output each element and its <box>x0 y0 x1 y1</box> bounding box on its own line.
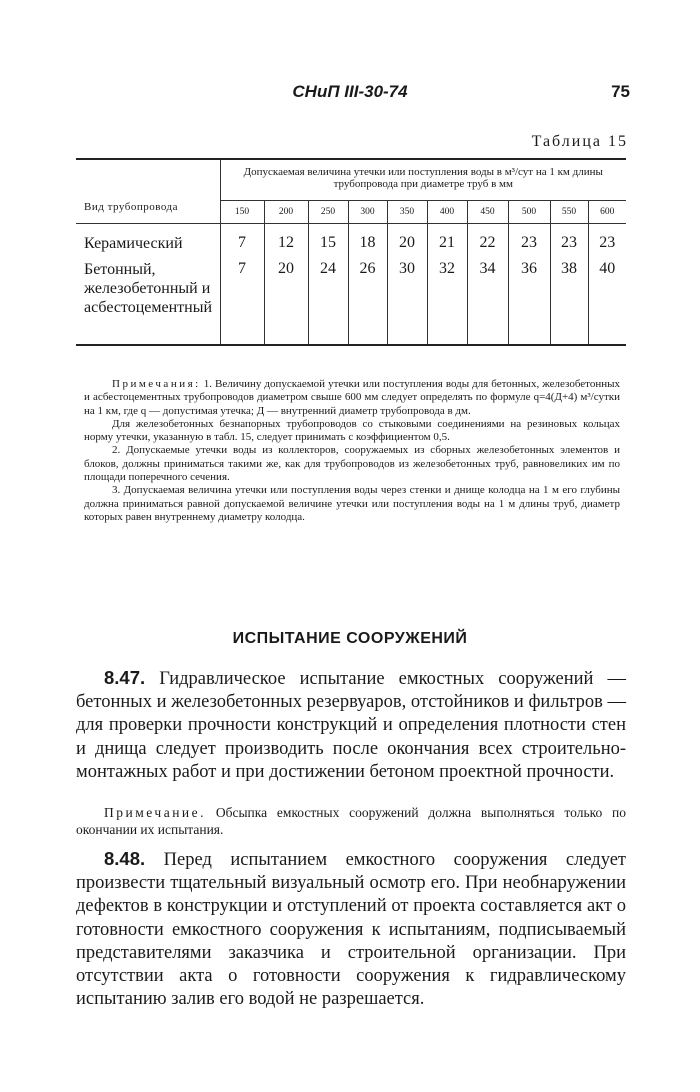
column-super-header: Допускаемая величина утечки или поступления воды в м³/сут на 1 км длины трубопровода при диаметре труб в мм <box>220 160 626 201</box>
notes-label: Примечания: <box>112 378 201 390</box>
diameter-header: 250 <box>308 201 348 224</box>
value-cell: 21 <box>427 224 467 259</box>
running-title: СНиП III-30-74 <box>292 82 408 101</box>
diameter-header: 550 <box>550 201 588 224</box>
value-cell: 18 <box>348 224 387 259</box>
paragraph-8-48 <box>76 847 626 1011</box>
note-1b: Для железобетонных безнапорных трубопроводов со стыковыми соединениями на резиновых кольцах норму утечки, указанную в табл. 15, следует принимать с коэффициентом 0,5. <box>84 417 620 444</box>
value-cell: 38 <box>550 258 588 344</box>
paragraph-text: Перед испытанием емкостного сооружения следует произвести тщательный визуальный осмотр его. При необнаружении дефектов в конструкции и отступлений от проекта составляется акт о готовности емкостного сооружения к испытаниям, подписываемый представителями заказчика и строительной организации. При отсутствии акта о готовности сооружения к гидравлическому испытанию залив его водой не разрешается. <box>76 850 627 1010</box>
table-caption: Таблица 15 <box>531 133 628 150</box>
diameter-header: 600 <box>588 201 626 224</box>
diameter-header: 350 <box>387 201 427 224</box>
page-number: 75 <box>611 82 630 101</box>
value-cell: 24 <box>308 258 348 344</box>
paragraph-note <box>76 804 626 838</box>
note-1-text: 1. Величину допускаемой утечки или поступления воды для бетонных, железобетонных и асбестоцементных трубопроводов диаметром свыше 600 мм следует определять по формуле q=4(Д+4) м³/сутки на 1 км, где q — допустимая утечка; Д — внутренний диаметр трубопровода в дм. <box>84 378 620 417</box>
value-cell: 20 <box>264 258 308 344</box>
value-cell: 40 <box>588 258 626 344</box>
note-text: Обсыпка емкостных сооружений должна выполняться только по окончании их испытания. <box>76 805 627 837</box>
note-3: 3. Допускаемая величина утечки или поступления воды через стенки и днище колодца на 1 м его глубины должна приниматься равной допускаемой величине утечки или поступления воды на 1 м длины труб, диаметр которых равен внутреннему диаметру колодца. <box>84 484 620 523</box>
paragraph-8-47 <box>76 666 626 784</box>
value-cell: 23 <box>588 224 626 259</box>
note-1 <box>84 378 620 418</box>
value-cell: 23 <box>508 224 550 259</box>
paragraph-number: 8.47. <box>104 667 146 688</box>
table-notes <box>84 378 620 524</box>
paragraph-number: 8.48. <box>104 848 146 869</box>
value-cell: 30 <box>387 258 427 344</box>
diameter-header: 450 <box>467 201 508 224</box>
value-cell: 22 <box>467 224 508 259</box>
value-cell: 34 <box>467 258 508 344</box>
value-cell: 7 <box>220 258 264 344</box>
value-cell: 12 <box>264 224 308 259</box>
diameter-header: 200 <box>264 201 308 224</box>
pipe-type-cell: Керамический <box>76 224 220 259</box>
section-title: ИСПЫТАНИЕ СООРУЖЕНИЙ <box>232 630 468 647</box>
pipe-type-cell: Бетонный, железобетонный и асбестоцементный <box>76 258 220 344</box>
leakage-table <box>76 158 626 346</box>
value-cell: 23 <box>550 224 588 259</box>
running-header <box>70 82 630 106</box>
value-cell: 26 <box>348 258 387 344</box>
column-header-pipe-type: Вид трубопровода <box>76 160 220 224</box>
diameter-header: 500 <box>508 201 550 224</box>
value-cell: 15 <box>308 224 348 259</box>
value-cell: 7 <box>220 224 264 259</box>
table-row <box>76 258 626 344</box>
diameter-header: 300 <box>348 201 387 224</box>
value-cell: 36 <box>508 258 550 344</box>
leakage-table-grid <box>76 160 626 344</box>
paragraph-text: Гидравлическое испытание емкостных сооружений — бетонных и железобетонных резервуаров, отстойников и фильтров — для проверки прочности конструкций и определения плотности стен и днища следует производить после окончания всех строительно-монтажных работ и при достижении бетоном проектной прочности. <box>76 669 627 782</box>
table-row <box>76 224 626 259</box>
diameter-header: 400 <box>427 201 467 224</box>
value-cell: 20 <box>387 224 427 259</box>
note-label: Примечание. <box>104 805 207 820</box>
note-2: 2. Допускаемые утечки воды из коллекторов, сооружаемых из сборных железобетонных элементов и блоков, должны приниматься такими же, как для трубопроводов из железобетонных труб, равновеликих им по площади поперечного сечения. <box>84 444 620 484</box>
value-cell: 32 <box>427 258 467 344</box>
diameter-header: 150 <box>220 201 264 224</box>
